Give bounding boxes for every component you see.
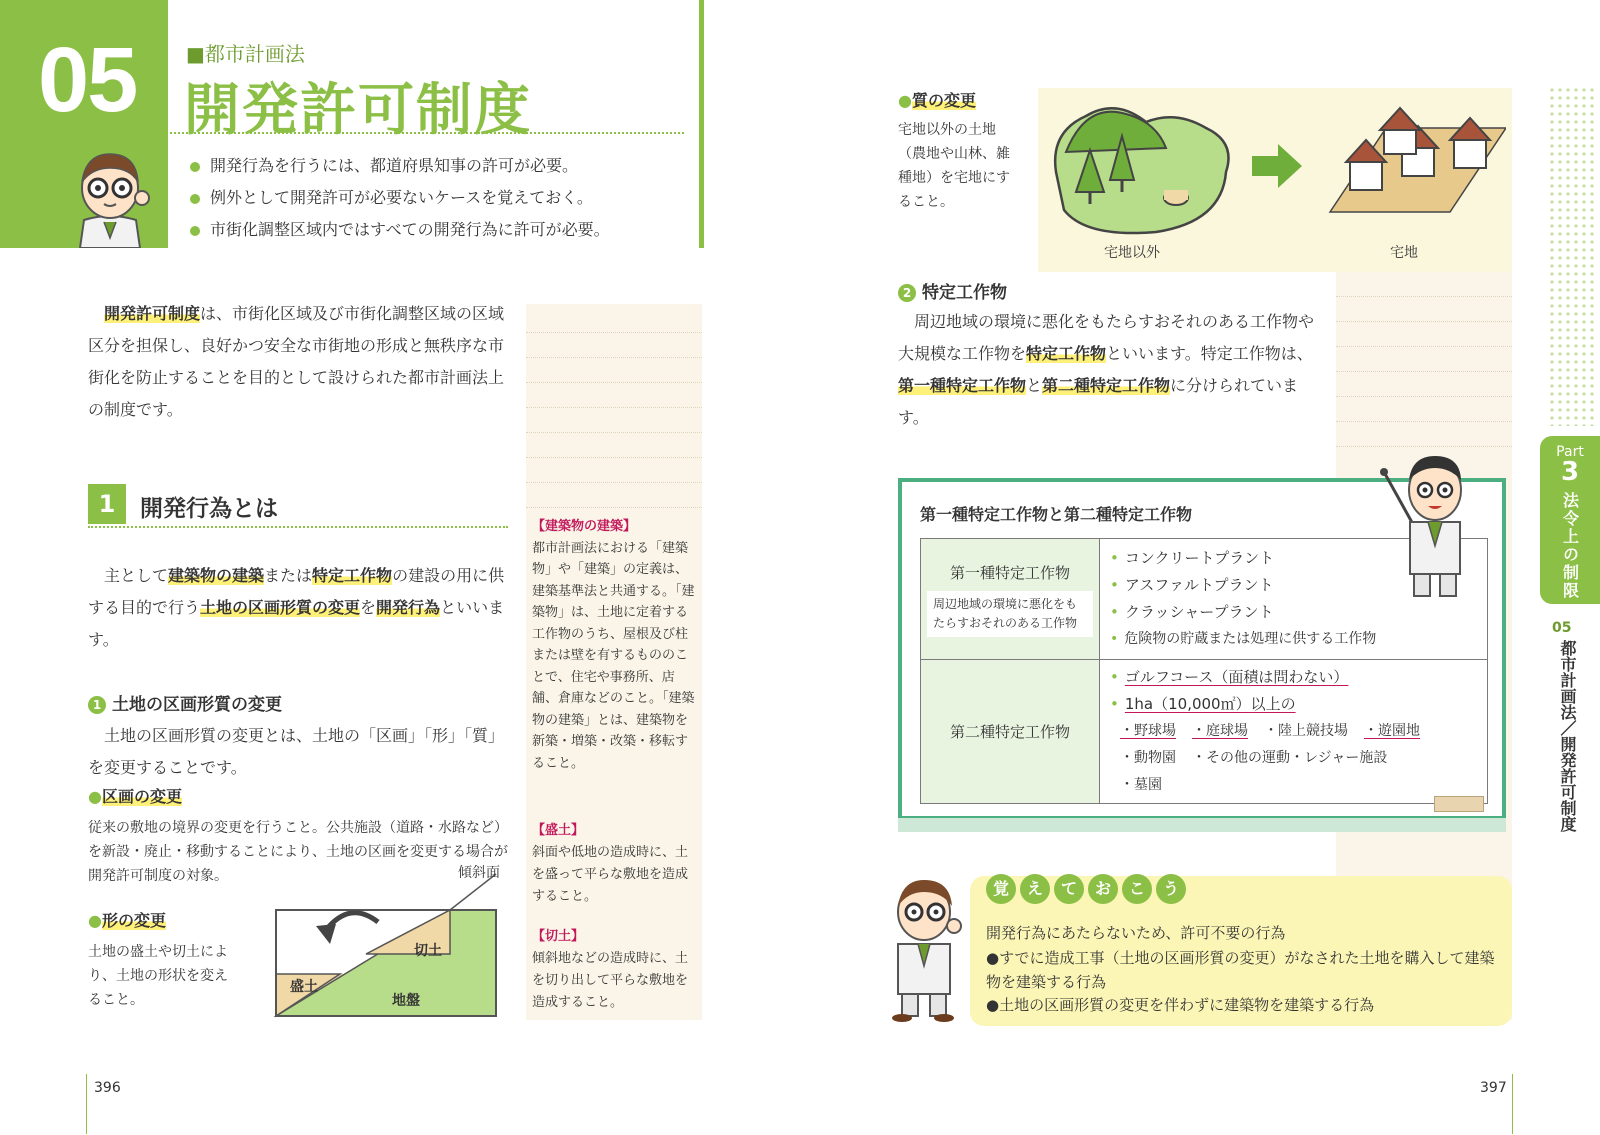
header-point: 例外として開発許可が必要ないケースを覚えておく。 (190, 182, 610, 214)
section2-heading: 2 特定工作物 (898, 278, 1007, 303)
section1-title: 開発行為とは (140, 496, 278, 522)
shitsu-heading: ●質の変更 (898, 91, 976, 110)
kukaku-heading: ●区画の変更 (88, 787, 182, 806)
left-page-rule (86, 1074, 87, 1134)
list-item: • アスファルトプラント (1110, 576, 1274, 594)
section2-paragraph: 周辺地域の環境に悪化をもたらすおそれのある工作物や大規模な工作物を特定工作物といいます。特定工作物は、第一種特定工作物と第二種特定工作物に分けられています。 (898, 312, 1315, 427)
part-tab[interactable] (1540, 436, 1600, 604)
sidenote-kirido: 【切土】 傾斜地などの造成時に、土を切り出して平らな敷地を造成すること。 (532, 929, 689, 1010)
dot-icon: ● (88, 787, 102, 806)
list-item: • ゴルフコース（面積は問わない） (1110, 668, 1349, 686)
part-number: 3 (1560, 457, 1580, 487)
diagram-label-fill: 盛土 (290, 979, 318, 995)
header-point: 開発行為を行うには、都道府県知事の許可が必要。 (190, 150, 610, 182)
intro-paragraph: 開発許可制度は、市街化区域及び市街化調整区域の区域区分を担保し、良好かつ安全な市街地の形成と無秩序な市街化を防止することを目的として設けられた都市計画法上の制度です。 (88, 304, 505, 419)
katachi-heading: ●形の変更 (88, 911, 166, 930)
page-title: 開発許可制度 (184, 78, 532, 143)
header-category: ■都市計画法 (186, 42, 305, 66)
section1-number: 1 (88, 484, 126, 524)
circled-number-icon: 2 (898, 284, 916, 302)
chapter-number: 05 (38, 29, 137, 131)
right-page-number: 397 (1480, 1080, 1507, 1096)
section1-paragraph: 主として建築物の建築または特定工作物の建設の用に供する目的で行う土地の区画形質の変更を開発行為といいます。 (88, 566, 505, 649)
shitsu-text: 宅地以外の土地（農地や山林、雑種地）を宅地にすること。 (898, 122, 1010, 210)
chapter-tab-number: 05 (1552, 620, 1572, 636)
right-page-rule (1512, 1074, 1513, 1134)
ground-area (276, 910, 496, 1016)
sub1-paragraph: 土地の区画形質の変更とは、土地の「区画」「形」「質」を変更することです。 (88, 726, 505, 777)
list-item: • 1ha（10,000㎡）以上の (1110, 695, 1296, 713)
diagram-label-cut: 切土 (414, 943, 442, 959)
katachi-text: 土地の盛土や切土により、土地の形状を変えること。 (88, 944, 228, 1008)
diagram-label-ground: 地盤 (392, 993, 420, 1009)
circled-number-icon: 1 (88, 696, 106, 714)
board-title: 第一種特定工作物と第二種特定工作物 (920, 505, 1193, 524)
oboe-title: 覚 え て お こ う (986, 874, 1190, 904)
row1-name-cell: 第一種特定工作物 周辺地域の環境に悪化をもたらすおそれのある工作物 (921, 539, 1100, 660)
board-eraser-icon (1434, 796, 1484, 812)
kukaku-text: 従来の敷地の境界の変更を行うこと。公共施設（道路・水路など）を新設・廃止・移動することにより、土地の区画を変更する場合が開発許可制度の対象。 (88, 820, 508, 884)
edge-dot-pattern (1548, 86, 1596, 426)
dot-icon: ● (88, 911, 102, 930)
row2-items-cell (1100, 660, 1488, 804)
row2-name-cell: 第二種特定工作物 (921, 660, 1100, 804)
header-point: 市街化調整区域内ではすべての開発行為に許可が必要。 (190, 214, 610, 246)
sub-list: ・動物園 ・その他の運動・レジャー施設 (1120, 750, 1388, 766)
header-divider (699, 0, 704, 248)
chapter-tab-title: 都市計画法／開発許可制度 (1558, 640, 1577, 832)
label-before: 宅地以外 (1104, 245, 1160, 261)
left-page-number: 396 (94, 1080, 121, 1096)
oboe-item-1: ●すでに造成工事（土地の区画形質の変更）がなされた土地を購入して建築物を建築する行為 (986, 949, 1495, 991)
label-after: 宅地 (1390, 245, 1418, 261)
bullet-icon (190, 194, 200, 204)
subheading-kukaku-keishitsu: 1 土地の区画形質の変更 (88, 690, 282, 715)
board-ledge (898, 818, 1506, 832)
thinking-teacher-icon (884, 874, 968, 1022)
sidenote-morido: 【盛土】 斜面や低地の造成時に、土を盛って平らな敷地を造成すること。 (532, 823, 689, 904)
pointing-teacher-icon (1380, 450, 1484, 600)
section1-rule (88, 526, 508, 528)
sub-list: ・野球場 ・庭球場 ・陸上競技場 ・遊園地 (1120, 723, 1420, 739)
sidenote-building: 【建築物の建築】 都市計画法における「建築物」や「建築」の定義は、建築基準法と共通する。「建築物」は、土地に定着する工作物のうち、屋根及び柱または壁を有するもののことで、住宅や事務所、店舗、倉庫などのこと。「建築物の建築」とは、建築物を新築・増築・改築・移転すること。 (532, 519, 695, 771)
part-title: 法令上の制限 (1560, 492, 1580, 600)
header-points (190, 150, 610, 246)
part-label: Part (1556, 444, 1584, 460)
dot-icon: ● (898, 91, 912, 110)
oboe-item-2: ●土地の区画形質の変更を伴わずに建築物を建築する行為 (986, 996, 1375, 1014)
oboe-intro: 開発行為にあたらないため、許可不要の行為 (986, 924, 1286, 942)
arrow-right-icon (1252, 144, 1302, 188)
shitsu-illustration (1046, 92, 1506, 242)
list-item: • 危険物の貯蔵または処理に供する工作物 (1110, 631, 1377, 647)
sub-list: ・墓園 (1120, 777, 1162, 793)
list-item: • クラッシャープラント (1110, 603, 1274, 621)
slope-diagram (270, 866, 510, 1026)
section1-heading (88, 484, 508, 528)
diagram-label-slope: 傾斜面 (458, 865, 500, 881)
teacher-mascot-icon (60, 142, 160, 248)
table-row (921, 660, 1488, 804)
bullet-icon (190, 162, 200, 172)
list-item: • コンクリートプラント (1110, 549, 1275, 567)
bullet-icon (190, 226, 200, 236)
